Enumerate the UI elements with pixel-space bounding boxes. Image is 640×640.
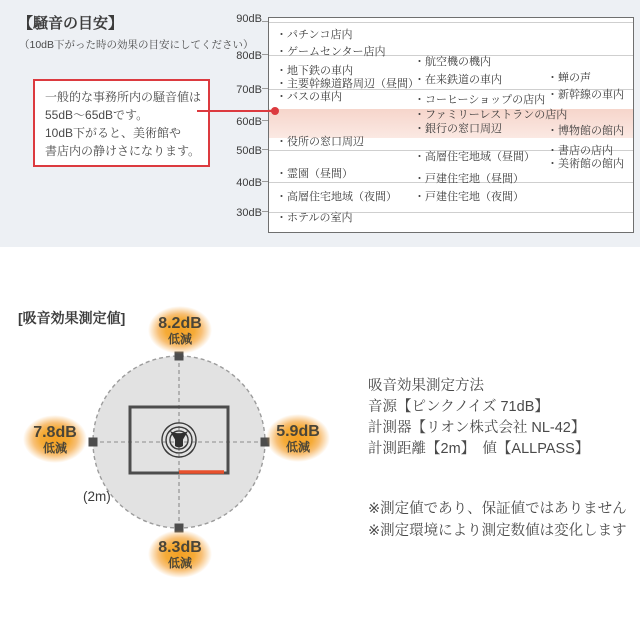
method-line: 計測器【リオン株式会社 NL-42】	[368, 420, 586, 436]
reduction-badge-left	[23, 415, 87, 463]
chart-item: ・バスの車内	[276, 91, 342, 103]
distance-label: (2m)	[83, 489, 111, 504]
chart-item: ・蝉の声	[547, 72, 591, 84]
db-axis-label: 80dB	[236, 50, 262, 62]
noise-guide-subtitle: （10dB下がった時の効果の目安にしてください）	[19, 39, 254, 51]
chart-item: ・ホテルの室内	[276, 212, 353, 224]
grid-line	[269, 22, 633, 23]
axis-tick	[262, 149, 268, 150]
measurement-point-left	[89, 438, 98, 447]
chart-item: ・美術館の館内	[547, 158, 624, 170]
callout-line: 一般的な事務所内の騒音値は	[45, 90, 202, 104]
axis-tick	[262, 21, 268, 22]
method-line: 吸音効果測定方法	[368, 378, 484, 394]
badge-label: 低減	[42, 440, 67, 455]
chart-item: ・主要幹線道路周辺（昼間）	[276, 78, 419, 90]
db-axis-label: 40dB	[236, 177, 262, 189]
reduction-badge-top	[148, 306, 212, 354]
chart-item: ・コーヒーショップの店内	[414, 94, 546, 106]
badge-value: 8.2dB	[158, 314, 202, 332]
method-line: 音源【ピンクノイズ 71dB】	[368, 399, 549, 415]
badge-label: 低減	[167, 555, 192, 570]
note-line: ※測定環境により測定数値は変化します	[368, 523, 627, 539]
badge-value: 8.3dB	[158, 538, 202, 556]
callout-line: 55dB～65dBです。	[45, 108, 149, 122]
chart-item: ・霊園（昼間）	[276, 168, 353, 180]
badge-value: 7.8dB	[33, 423, 77, 441]
chart-item: ・高層住宅地域（夜間）	[276, 191, 397, 203]
method-text	[368, 376, 589, 460]
reduction-badge-bottom	[148, 530, 212, 578]
notes-text	[368, 498, 627, 542]
note-line: ※測定値であり、保証値ではありません	[368, 501, 627, 517]
db-axis-label: 70dB	[236, 84, 262, 96]
chart-item: ・戸建住宅地（昼間）	[414, 173, 524, 185]
noise-level-chart	[268, 17, 634, 233]
chart-item: ・地下鉄の車内	[276, 65, 353, 77]
chart-item: ・ゲームセンター店内	[276, 46, 386, 58]
axis-tick	[262, 211, 268, 212]
badge-label: 低減	[285, 439, 310, 454]
chart-item: ・パチンコ店内	[276, 29, 353, 41]
chart-item: ・役所の窓口周辺	[276, 136, 364, 148]
noise-guide-title: 【騒音の目安】	[18, 15, 124, 32]
db-axis-label: 30dB	[236, 207, 262, 219]
absorption-title: [吸音効果測定値]	[18, 310, 126, 326]
office-noise-callout	[33, 79, 210, 167]
chart-item: ・銀行の窓口周辺	[414, 123, 502, 135]
db-axis-label: 60dB	[236, 116, 262, 128]
chart-item: ・高層住宅地域（昼間）	[414, 151, 535, 163]
callout-connector-line	[197, 110, 275, 112]
db-axis-label: 90dB	[236, 13, 262, 25]
chart-item: ・新幹線の車内	[547, 89, 624, 101]
chart-item: ・ファミリーレストランの店内	[414, 109, 568, 121]
chart-item: ・書店の店内	[547, 145, 613, 157]
chart-item: ・戸建住宅地（夜間）	[414, 191, 524, 203]
axis-tick	[262, 120, 268, 121]
badge-label: 低減	[167, 331, 192, 346]
chart-item: ・在来鉄道の車内	[414, 74, 502, 86]
callout-connector-dot	[271, 107, 279, 115]
axis-tick	[262, 54, 268, 55]
callout-line: 書店内の静けさになります。	[45, 144, 201, 158]
chart-item: ・博物館の館内	[547, 125, 624, 137]
badge-value: 5.9dB	[276, 422, 320, 440]
axis-tick	[262, 181, 268, 182]
callout-line: 10dB下がると、美術館や	[45, 126, 182, 140]
reduction-badge-right	[266, 414, 330, 462]
axis-tick	[262, 88, 268, 89]
chart-item: ・航空機の機内	[414, 56, 491, 68]
method-line: 計測距離【2m】 値【ALLPASS】	[368, 441, 590, 457]
db-axis-label: 50dB	[236, 145, 262, 157]
